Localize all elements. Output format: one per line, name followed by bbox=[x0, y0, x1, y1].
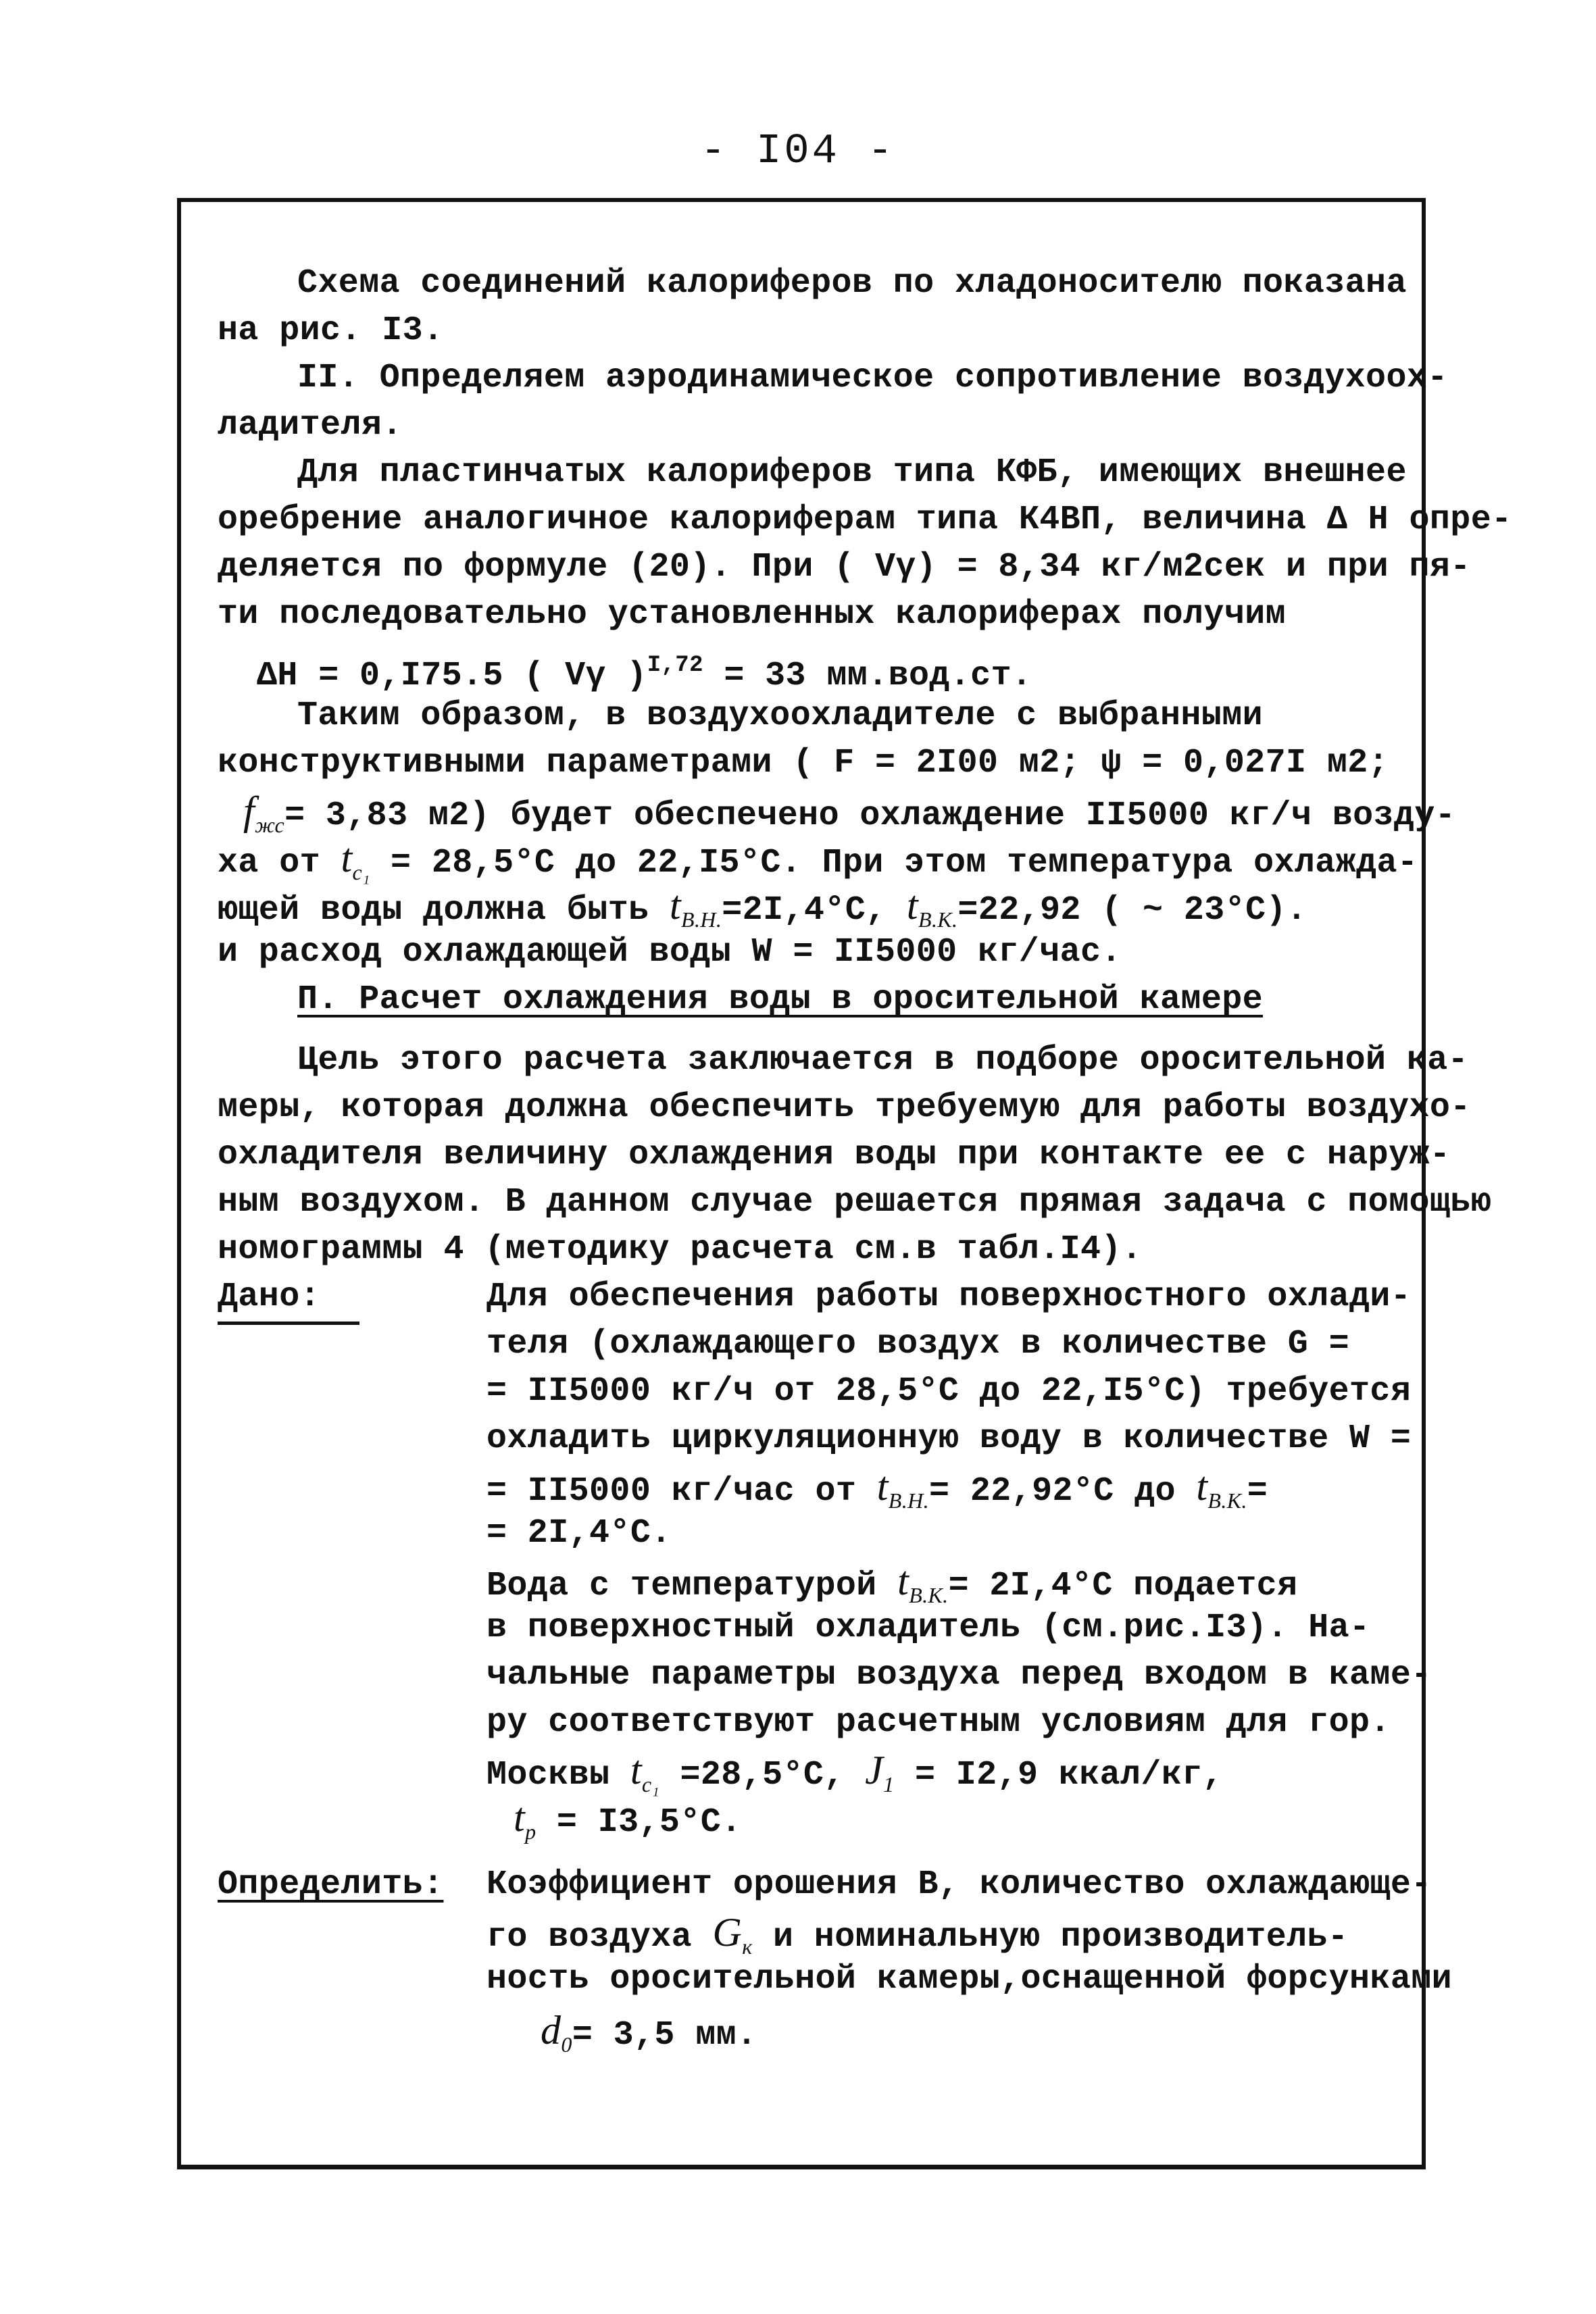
text-line: ющей воды должна быть $t_{В.Н.}=2I,4^\circ С$, $t_{В.К.}=22,92$ ( ~ 23°С). bbox=[218, 883, 1307, 932]
given-line: ру соответствуют расчетным условиям для гор. bbox=[487, 1703, 1391, 1742]
given-line: = II5000 кг/час от $t_{В.Н.}= 22,92^\circ С$ до $t_{В.К.}=$ bbox=[487, 1464, 1268, 1513]
given-line: чальные параметры воздуха перед входом в каме- bbox=[487, 1656, 1432, 1694]
text-line: II. Определяем аэродинамическое сопротивление воздухоох- bbox=[297, 359, 1448, 397]
text-line: $f_{жс}= 3,83$ м2) будет обеспечено охлаждение II5000 кг/ч возду- bbox=[243, 788, 1456, 837]
text-line: Таким образом, в воздухоохладителе с выбранными bbox=[297, 697, 1264, 735]
given-line: Вода с температурой $t_{В.К.}= 2I,4^\circ С$ подается bbox=[487, 1559, 1298, 1607]
text-line: номограммы 4 (методику расчета см.в табл.I4). bbox=[218, 1230, 1143, 1269]
given-line: Для обеспечения работы поверхностного охлади- bbox=[487, 1278, 1412, 1316]
text-line: Для пластинчатых калориферов типа КФБ, имеющих внешнее bbox=[297, 453, 1407, 492]
text-line: охладителя величину охлаждения воды при контакте ее с наруж- bbox=[218, 1136, 1451, 1174]
given-label: Дано: bbox=[218, 1277, 359, 1325]
text-line: оребрение аналогичное калориферам типа К4ВП, величина Δ Н опре- bbox=[218, 501, 1512, 539]
text-line: меры, которая должна обеспечить требуемую для работы воздухо- bbox=[218, 1088, 1471, 1127]
text-line: деляется по формуле (20). При ( Vγ) = 8,34 кг/м2сек и при пя- bbox=[218, 548, 1471, 586]
find-line: го воздуха $G_к$ и номинальную производитель- bbox=[487, 1910, 1349, 1959]
given-line: = II5000 кг/ч от 28,5°С до 22,I5°С) требуется bbox=[487, 1372, 1412, 1411]
section-heading: П. Расчет охлаждения воды в оросительной камере bbox=[297, 980, 1264, 1019]
text-line: ти последовательно установленных калориферах получим bbox=[218, 595, 1287, 634]
text-line: Схема соединений калориферов по хладоносителю показана bbox=[297, 264, 1407, 303]
find-line: ность оросительной камеры,оснащенной форсунками bbox=[487, 1960, 1453, 1998]
given-line: = 2I,4°С. bbox=[487, 1514, 672, 1553]
text-line: Цель этого расчета заключается в подборе оросительной ка- bbox=[297, 1041, 1469, 1080]
given-line: $t_р = I3,5^\circ С$. bbox=[514, 1795, 742, 1844]
given-line: охладить циркуляционную воду в количестве W = bbox=[487, 1419, 1412, 1458]
text-line: и расход охлаждающей воды W = II5000 кг/час. bbox=[218, 933, 1122, 972]
text-line: ным воздухом. В данном случае решается прямая задача с помощью bbox=[218, 1183, 1492, 1222]
find-label: Определить: bbox=[218, 1865, 444, 1904]
text-line: ха от $t_{c_1} = 28,5^\circ С$ до 22,I5°С. При этом температура охлажда- bbox=[218, 836, 1418, 884]
text-line: ладителя. bbox=[218, 406, 403, 445]
given-line: Москвы $t_{c_1} =28,5^\circ С$, $J_1 = I2,9$ ккал/кг, bbox=[487, 1748, 1224, 1796]
given-line: теля (охлаждающего воздух в количестве G = bbox=[487, 1325, 1350, 1363]
text-line: конструктивными параметрами ( F = 2I00 м2; ψ = 0,027I м2; bbox=[218, 744, 1389, 782]
find-line: Коэффициент орошения В, количество охлаждающе- bbox=[487, 1865, 1432, 1904]
text-line: на рис. I3. bbox=[218, 311, 444, 350]
formula-line: ΔН = 0,I75.5 ( Vγ )$^{I,72}$ = 33 мм.вод.ст. bbox=[257, 653, 1032, 695]
given-line: в поверхностный охладитель (см.рис.I3). На- bbox=[487, 1609, 1370, 1647]
find-line: $d_0= 3,5$ мм. bbox=[541, 2008, 757, 2057]
page-number: - I04 - bbox=[700, 127, 896, 175]
